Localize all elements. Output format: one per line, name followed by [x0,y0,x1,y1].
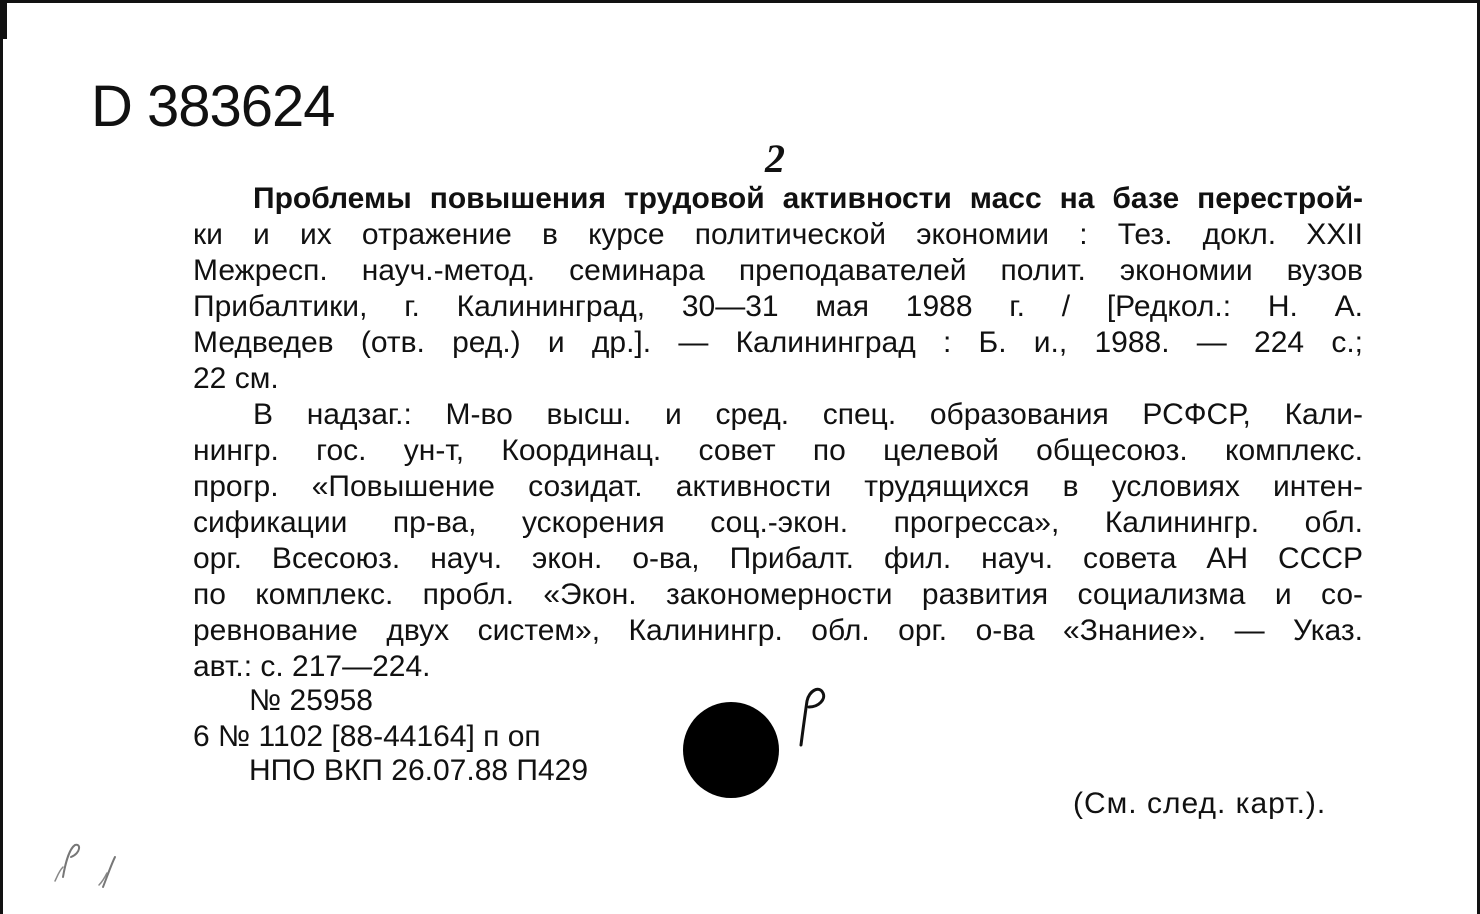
note-line-4: сификации пр-ва, ускорения соц.-экон. прогресса», Калинингр. обл. [193,506,1363,539]
note-line-3: прогр. «Повышение созидат. активности трудящихся в условиях интен- [193,470,1363,503]
note-line-7: ревнование двух систем», Калинингр. обл. орг. о-ва «Знание». — Указ. [193,614,1363,647]
note-line-2: нингр. гос. ун-т, Координац. совет по целевой общесоюз. комплекс. [193,434,1363,467]
title-line-5: Медведев (отв. ред.) и др.]. — Калининград : Б. и., 1988. — 224 с.; [193,326,1363,359]
continuation-note: (См. след. карт.). [1073,787,1327,820]
order-line: 6 № 1102 [88-44164] п оп [193,720,541,753]
stamp-line: НПО ВКП 26.07.88 П429 [249,754,589,787]
pencil-scribble-icon [41,837,131,893]
card-edge-mark [3,3,7,39]
note-line-5: орг. Всесоюз. науч. экон. о-ва, Прибалт. фил. науч. совета АН СССР [193,542,1363,575]
title-line-4: Прибалтики, г. Калининград, 30—31 мая 1988 г. / [Редкол.: Н. А. [193,290,1363,323]
sequence-mark: 2 [765,136,785,181]
note-line-6: по комплекс. пробл. «Экон. закономерности развития социализма и со- [193,578,1363,611]
title-line-1: Проблемы повышения трудовой активности масс на базе перестрой- [253,182,1363,215]
note-line-1: В надзаг.: М-во высш. и сред. спец. образования РСФСР, Кали- [253,398,1363,431]
punch-hole [683,702,779,798]
call-number: D 383624 [91,74,335,139]
handwritten-mark-icon [783,679,843,749]
title-line-2: ки и их отражение в курсе политической экономии : Тез. докл. XXII [193,218,1363,251]
note-line-8: авт.: с. 217—224. [193,650,431,683]
dimensions-line: 22 см. [193,362,279,395]
title-line-3: Межресп. науч.-метод. семинара преподавателей полит. экономии вузов [193,254,1363,287]
inventory-number: № 25958 [249,684,373,717]
